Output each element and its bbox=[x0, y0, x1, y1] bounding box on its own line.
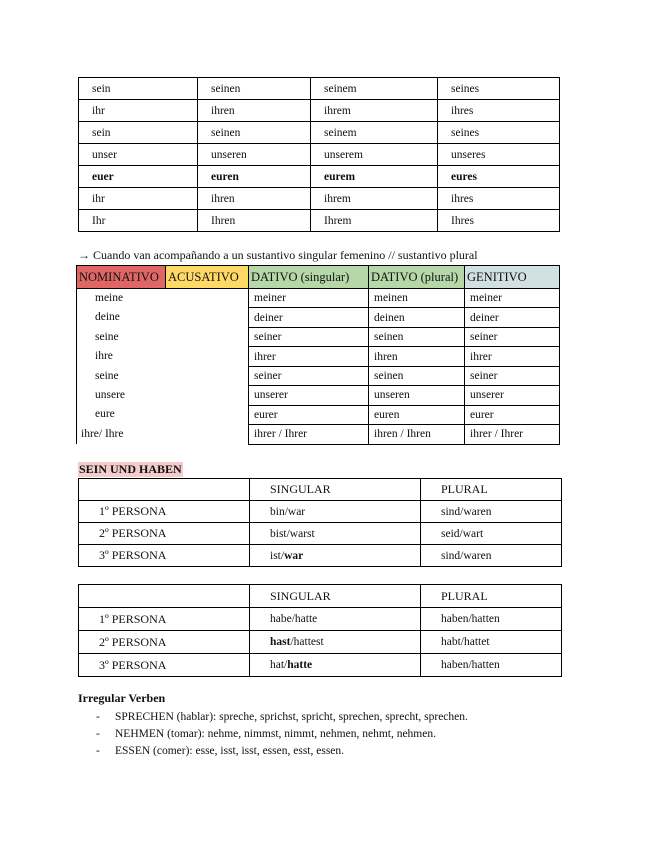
list-item: seine bbox=[95, 330, 119, 343]
table-cell: unseres bbox=[438, 144, 560, 166]
header-acusativo: ACUSATIVO bbox=[166, 266, 249, 289]
singular-text: bin/war bbox=[270, 505, 306, 518]
nom-acu-cell bbox=[77, 289, 249, 445]
table-cell: seiner bbox=[465, 366, 560, 385]
bullet-dash: - bbox=[96, 711, 100, 723]
table-cell: ihrer bbox=[249, 347, 369, 366]
table-row bbox=[79, 188, 560, 210]
table-row bbox=[79, 501, 562, 523]
persona-cell: 1º PERSONA bbox=[79, 501, 250, 523]
table-cell: ihrem bbox=[311, 188, 438, 210]
table-row bbox=[79, 523, 562, 545]
feminine-plural-table bbox=[76, 265, 560, 445]
table-cell: ihr bbox=[79, 188, 198, 210]
irregular-verb-list bbox=[78, 709, 468, 760]
table-cell: Ihren bbox=[198, 210, 311, 232]
header-dativo-plural: DATIVO (plural) bbox=[369, 266, 465, 289]
singular-text: habe/hatte bbox=[270, 613, 318, 625]
table-cell: seinen bbox=[198, 78, 311, 100]
list-item: ihre bbox=[95, 350, 113, 363]
table-cell: unserer bbox=[249, 386, 369, 405]
singular-cell bbox=[250, 501, 421, 523]
list-item: unsere bbox=[95, 388, 126, 401]
singular-cell bbox=[250, 523, 421, 545]
table-cell: sein bbox=[79, 78, 198, 100]
section-title-irregular: Irregular Verben bbox=[78, 691, 166, 705]
table-cell: euren bbox=[369, 405, 465, 424]
table-cell: unserer bbox=[465, 386, 560, 405]
table-cell: ihrer / Ihrer bbox=[465, 425, 560, 444]
table-cell: meiner bbox=[249, 289, 369, 308]
table-header-row bbox=[79, 585, 562, 608]
list-item bbox=[78, 726, 468, 743]
table-cell: Ihrem bbox=[311, 210, 438, 232]
table-cell: ihrem bbox=[311, 100, 438, 122]
arrow-note: → Cuando van acompañando a un sustantivo singular femenino // sustantivo plural bbox=[78, 248, 478, 262]
table-cell: seines bbox=[438, 122, 560, 144]
table-cell: deiner bbox=[249, 308, 369, 327]
table-cell: ihren bbox=[369, 347, 465, 366]
list-item: deine bbox=[95, 311, 120, 324]
table-cell: seiner bbox=[249, 366, 369, 385]
list-item: meine bbox=[95, 292, 124, 304]
singular-text: bist/warst bbox=[270, 527, 315, 540]
list-item-text: NEHMEN (tomar): nehme, nimmst, nimmt, nehmen, nehmt, nehmen. bbox=[115, 728, 436, 740]
table-cell: ihrer / Ihrer bbox=[249, 425, 369, 444]
table-cell: ihren bbox=[198, 188, 311, 210]
table-cell: Ihres bbox=[438, 210, 560, 232]
table-cell: unseren bbox=[198, 144, 311, 166]
table-row bbox=[79, 144, 560, 166]
singular-cell bbox=[250, 545, 421, 567]
table-cell: ihres bbox=[438, 188, 560, 210]
persona-cell: 2º PERSONA bbox=[79, 631, 250, 654]
plural-cell: sind/waren bbox=[421, 501, 562, 523]
table-cell: seiner bbox=[249, 327, 369, 346]
table-row bbox=[79, 545, 562, 567]
nom-acu-list bbox=[77, 289, 248, 444]
singular-text: /hattest bbox=[290, 636, 324, 648]
table-row bbox=[79, 631, 562, 654]
plural-cell: haben/hatten bbox=[421, 654, 562, 677]
plural-cell: haben/hatten bbox=[421, 608, 562, 631]
table-row bbox=[79, 100, 560, 122]
header-plural: PLURAL bbox=[421, 585, 562, 608]
table-cell: eurem bbox=[311, 166, 438, 188]
table-cell: ihren / Ihren bbox=[369, 425, 465, 444]
table-header-row bbox=[79, 479, 562, 501]
persona-cell: 3º PERSONA bbox=[79, 654, 250, 677]
possessive-table bbox=[78, 77, 560, 232]
table-header-row bbox=[77, 266, 560, 289]
singular-bold-tail: hatte bbox=[287, 659, 313, 671]
singular-cell bbox=[250, 631, 421, 654]
table-cell: deinen bbox=[369, 308, 465, 327]
table-row bbox=[79, 122, 560, 144]
table-cell: euren bbox=[198, 166, 311, 188]
list-item-text: ESSEN (comer): esse, isst, isst, essen, esst, essen. bbox=[115, 745, 345, 757]
header-singular: SINGULAR bbox=[250, 479, 421, 501]
table-cell: seinen bbox=[369, 327, 465, 346]
singular-cell bbox=[250, 608, 421, 631]
table-cell: deiner bbox=[465, 308, 560, 327]
header-singular: SINGULAR bbox=[250, 585, 421, 608]
table-cell: euer bbox=[79, 166, 198, 188]
bullet-dash: - bbox=[96, 728, 100, 740]
table-cell: unser bbox=[79, 144, 198, 166]
table-cell: ihren bbox=[198, 100, 311, 122]
singular-text: ist/ bbox=[270, 549, 285, 562]
persona-cell: 1º PERSONA bbox=[79, 608, 250, 631]
table-cell: seiner bbox=[465, 327, 560, 346]
list-item bbox=[78, 743, 468, 760]
table-row bbox=[79, 608, 562, 631]
singular-bold: hast bbox=[270, 636, 291, 648]
persona-cell: 3º PERSONA bbox=[79, 545, 250, 567]
table-cell: meinen bbox=[369, 289, 465, 308]
header-nominativo: NOMINATIVO bbox=[77, 266, 166, 289]
header-genitivo: GENITIVO bbox=[465, 266, 560, 289]
table-cell: seinen bbox=[198, 122, 311, 144]
table-row bbox=[79, 654, 562, 677]
singular-cell bbox=[250, 654, 421, 677]
table-cell: seinen bbox=[369, 366, 465, 385]
table-cell: sein bbox=[79, 122, 198, 144]
sein-table bbox=[78, 478, 562, 567]
table-cell: seinem bbox=[311, 78, 438, 100]
table-cell: eurer bbox=[249, 405, 369, 424]
table-row bbox=[79, 210, 560, 232]
list-item bbox=[78, 709, 468, 726]
section-title-sein-haben: SEIN UND HABEN bbox=[79, 462, 182, 476]
bullet-dash: - bbox=[96, 745, 100, 757]
table-cell: ihr bbox=[79, 100, 198, 122]
header-dativo-singular: DATIVO (singular) bbox=[249, 266, 369, 289]
header-empty bbox=[79, 585, 250, 608]
table-cell: eurer bbox=[465, 405, 560, 424]
plural-cell: habt/hattet bbox=[421, 631, 562, 654]
table-row bbox=[79, 166, 560, 188]
header-empty bbox=[79, 479, 250, 501]
plural-cell: seid/wart bbox=[421, 523, 562, 545]
table-cell: ihres bbox=[438, 100, 560, 122]
table-cell: unserem bbox=[311, 144, 438, 166]
singular-bold: war bbox=[284, 549, 304, 562]
table-cell: meiner bbox=[465, 289, 560, 308]
list-item: eure bbox=[95, 408, 115, 421]
singular-text: hat/ bbox=[270, 659, 288, 671]
list-item: seine bbox=[95, 369, 119, 382]
table-cell: seinem bbox=[311, 122, 438, 144]
table-cell: eures bbox=[438, 166, 560, 188]
list-item-text: SPRECHEN (hablar): spreche, sprichst, spricht, sprechen, sprecht, sprechen. bbox=[115, 711, 468, 723]
table-cell: Ihr bbox=[79, 210, 198, 232]
table-row bbox=[79, 78, 560, 100]
table-cell: seines bbox=[438, 78, 560, 100]
header-plural: PLURAL bbox=[421, 479, 562, 501]
haben-table bbox=[78, 584, 562, 677]
table-cell: unseren bbox=[369, 386, 465, 405]
table-row bbox=[77, 289, 560, 308]
list-item: ihre/ Ihre bbox=[81, 427, 124, 440]
table-cell: ihrer bbox=[465, 347, 560, 366]
plural-cell: sind/waren bbox=[421, 545, 562, 567]
persona-cell: 2º PERSONA bbox=[79, 523, 250, 545]
